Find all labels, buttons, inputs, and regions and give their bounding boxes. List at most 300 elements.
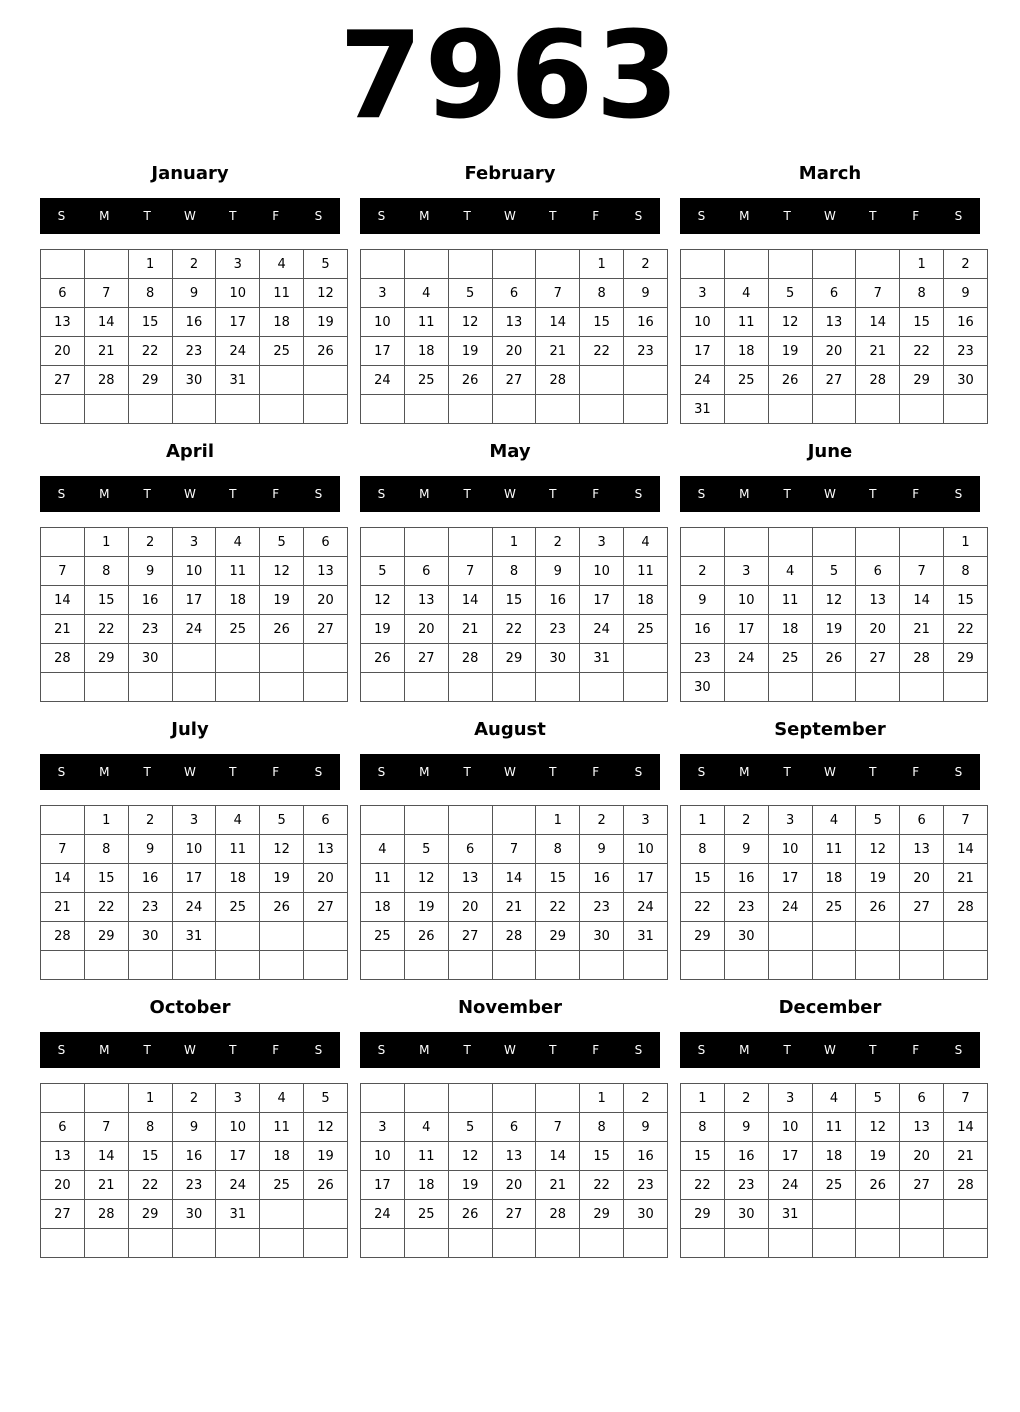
day-cell [492,1084,536,1113]
day-cell: 28 [944,893,988,922]
day-cell: 15 [580,308,624,337]
day-cell: 5 [361,557,405,586]
day-cell: 6 [900,806,944,835]
weekday-label: T [463,765,471,779]
day-cell: 14 [944,1113,988,1142]
weekday-label: F [592,209,600,223]
weekday-label: S [634,487,643,501]
day-cell: 29 [536,922,580,951]
day-cell: 15 [681,864,725,893]
weekday-label: M [739,765,750,779]
day-cell: 5 [768,279,812,308]
day-grid [360,1083,668,1258]
week-row [681,1084,988,1113]
day-cell [41,951,85,980]
day-cell: 25 [768,644,812,673]
day-cell: 6 [492,279,536,308]
day-cell [900,673,944,702]
day-cell [404,395,448,424]
day-cell: 4 [404,1113,448,1142]
weekday-label: M [739,1043,750,1057]
day-cell: 1 [580,250,624,279]
day-cell: 1 [84,806,128,835]
day-cell: 13 [856,586,900,615]
weekday-label: T [549,487,557,501]
day-cell: 26 [260,893,304,922]
day-cell: 16 [681,615,725,644]
day-cell: 9 [944,279,988,308]
day-cell [624,1229,668,1258]
weekday-label: F [272,487,280,501]
day-cell: 1 [128,250,172,279]
month-title: July [171,719,209,740]
day-cell: 19 [304,308,348,337]
day-cell: 15 [128,1142,172,1171]
day-cell [448,395,492,424]
day-cell: 30 [536,644,580,673]
day-cell [724,673,768,702]
day-cell: 12 [260,557,304,586]
day-cell: 28 [41,922,85,951]
day-cell: 27 [856,644,900,673]
week-row [41,395,348,424]
day-cell: 18 [260,1142,304,1171]
day-cell: 26 [448,366,492,395]
weekday-label: W [184,765,196,779]
day-grid [680,1083,988,1258]
weekday-label: F [272,209,280,223]
day-cell: 6 [304,806,348,835]
day-cell [448,1084,492,1113]
day-cell [304,366,348,395]
day-cell [724,951,768,980]
day-cell [128,1229,172,1258]
day-cell: 24 [624,893,668,922]
day-cell: 25 [260,337,304,366]
weekday-label: S [57,765,66,779]
day-grid [40,1083,348,1258]
day-cell: 17 [681,337,725,366]
day-cell: 16 [128,586,172,615]
day-cell: 28 [41,644,85,673]
weekday-label: T [549,765,557,779]
day-cell: 28 [944,1171,988,1200]
day-cell: 23 [681,644,725,673]
day-cell: 1 [84,528,128,557]
weekday-label: M [419,209,430,223]
weekday-label: M [419,765,430,779]
day-cell: 17 [172,864,216,893]
day-cell: 9 [624,1113,668,1142]
day-cell [216,644,260,673]
day-cell: 5 [304,1084,348,1113]
day-cell: 20 [41,1171,85,1200]
day-cell: 28 [536,1200,580,1229]
week-row [41,337,348,366]
day-cell: 6 [304,528,348,557]
weekday-label: T [463,1043,471,1057]
week-row [681,337,988,366]
day-cell [724,528,768,557]
day-cell: 31 [580,644,624,673]
week-row [681,864,988,893]
day-cell: 4 [216,806,260,835]
day-cell: 21 [856,337,900,366]
day-cell: 13 [900,835,944,864]
day-cell [812,1200,856,1229]
weekday-label: T [783,765,791,779]
day-cell: 7 [536,1113,580,1142]
day-cell: 10 [724,586,768,615]
week-row [681,1142,988,1171]
week-row [681,806,988,835]
day-cell: 8 [492,557,536,586]
day-cell: 3 [580,528,624,557]
day-cell: 28 [492,922,536,951]
day-cell: 4 [724,279,768,308]
day-cell: 21 [944,1142,988,1171]
day-cell: 30 [724,1200,768,1229]
day-cell: 3 [216,250,260,279]
day-cell: 5 [812,557,856,586]
day-cell: 10 [768,1113,812,1142]
day-cell: 29 [944,644,988,673]
day-cell [624,673,668,702]
day-cell: 13 [41,1142,85,1171]
week-row [361,893,668,922]
weekday-header-bar [40,476,340,512]
day-cell [768,951,812,980]
week-row [41,528,348,557]
day-cell: 4 [404,279,448,308]
day-cell: 20 [812,337,856,366]
day-cell: 13 [900,1113,944,1142]
day-cell [536,951,580,980]
day-cell: 1 [492,528,536,557]
week-row [361,337,668,366]
weekday-label: F [592,765,600,779]
day-cell [304,951,348,980]
day-cell: 16 [944,308,988,337]
day-cell: 18 [404,337,448,366]
day-cell [812,951,856,980]
day-cell: 4 [260,1084,304,1113]
day-cell: 8 [536,835,580,864]
day-cell [624,366,668,395]
day-cell: 3 [681,279,725,308]
day-cell: 16 [536,586,580,615]
day-cell: 4 [624,528,668,557]
week-row [681,586,988,615]
day-cell: 11 [361,864,405,893]
day-cell: 11 [260,1113,304,1142]
weekday-label: S [954,765,963,779]
day-cell: 29 [492,644,536,673]
day-cell: 26 [304,1171,348,1200]
day-cell: 8 [944,557,988,586]
day-cell: 29 [900,366,944,395]
day-cell: 22 [681,893,725,922]
day-cell [84,1229,128,1258]
weekday-label: S [697,765,706,779]
day-cell [84,250,128,279]
day-cell: 12 [768,308,812,337]
day-grid [680,805,988,980]
weekday-label: W [184,1043,196,1057]
day-cell [216,395,260,424]
day-cell: 14 [84,1142,128,1171]
week-row [361,951,668,980]
day-cell: 11 [724,308,768,337]
week-row [681,528,988,557]
day-cell [216,1229,260,1258]
day-cell [944,922,988,951]
day-cell: 15 [536,864,580,893]
day-cell: 5 [856,806,900,835]
weekday-label: W [184,487,196,501]
weekday-label: T [869,1043,877,1057]
day-cell: 25 [216,893,260,922]
day-cell: 2 [624,1084,668,1113]
day-cell [260,1229,304,1258]
weekday-label: T [229,209,237,223]
day-cell: 12 [448,308,492,337]
day-cell: 12 [856,1113,900,1142]
day-cell: 6 [812,279,856,308]
week-row [41,806,348,835]
week-row [41,893,348,922]
weekday-header-bar [680,198,980,234]
weekday-label: T [549,209,557,223]
day-cell: 7 [41,835,85,864]
day-cell: 25 [404,366,448,395]
day-cell: 15 [492,586,536,615]
weekday-label: T [143,1043,151,1057]
day-cell: 12 [404,864,448,893]
day-cell [172,395,216,424]
weekday-label: W [184,209,196,223]
weekday-label: S [634,209,643,223]
day-cell: 15 [944,586,988,615]
day-cell [41,806,85,835]
week-row [361,308,668,337]
day-cell: 19 [448,337,492,366]
week-row [41,1113,348,1142]
day-cell: 22 [128,1171,172,1200]
week-row [361,835,668,864]
weekday-label: W [824,487,836,501]
day-cell: 25 [624,615,668,644]
day-cell [304,1200,348,1229]
week-row [41,1142,348,1171]
day-cell: 23 [128,893,172,922]
month-title: June [807,441,853,462]
weekday-label: S [314,487,323,501]
year-title: 7963 [339,7,681,146]
day-cell: 3 [216,1084,260,1113]
weekday-label: W [504,1043,516,1057]
day-cell: 22 [492,615,536,644]
week-row [361,1142,668,1171]
day-cell [260,951,304,980]
day-cell [536,673,580,702]
day-cell [361,951,405,980]
day-grid [360,527,668,702]
day-cell [768,1229,812,1258]
day-grid [360,805,668,980]
day-cell: 10 [624,835,668,864]
week-row [681,308,988,337]
day-cell: 26 [304,337,348,366]
day-cell: 31 [768,1200,812,1229]
day-cell [172,1229,216,1258]
day-cell: 14 [536,308,580,337]
day-cell: 8 [900,279,944,308]
day-cell: 10 [580,557,624,586]
day-cell: 4 [260,250,304,279]
day-cell: 2 [128,806,172,835]
day-cell: 6 [41,279,85,308]
weekday-header-bar [40,754,340,790]
weekday-label: T [869,765,877,779]
day-cell [404,951,448,980]
day-cell: 29 [84,922,128,951]
day-cell: 23 [624,337,668,366]
day-cell: 3 [768,806,812,835]
day-cell [856,1200,900,1229]
day-cell: 9 [128,835,172,864]
day-cell: 27 [448,922,492,951]
day-cell: 9 [724,1113,768,1142]
day-cell: 25 [361,922,405,951]
day-cell: 19 [260,586,304,615]
day-cell: 18 [361,893,405,922]
day-cell: 21 [944,864,988,893]
day-cell: 2 [580,806,624,835]
day-cell: 19 [768,337,812,366]
weekday-label: S [697,1043,706,1057]
day-cell: 29 [681,922,725,951]
day-cell: 18 [768,615,812,644]
weekday-label: S [314,1043,323,1057]
week-row [41,922,348,951]
day-cell: 17 [624,864,668,893]
day-cell: 15 [681,1142,725,1171]
day-cell: 28 [84,366,128,395]
day-cell: 24 [361,1200,405,1229]
day-cell: 8 [681,1113,725,1142]
day-cell [260,1200,304,1229]
day-cell: 7 [448,557,492,586]
day-cell: 27 [41,1200,85,1229]
day-cell: 24 [724,644,768,673]
month-title: September [774,719,886,740]
weekday-label: M [739,487,750,501]
day-cell: 8 [84,557,128,586]
week-row [361,1113,668,1142]
day-cell: 12 [448,1142,492,1171]
day-cell [944,1200,988,1229]
day-cell: 29 [128,1200,172,1229]
day-cell [812,528,856,557]
month-title: December [778,997,882,1018]
day-cell: 1 [900,250,944,279]
day-cell [944,951,988,980]
day-cell: 13 [448,864,492,893]
week-row [41,1171,348,1200]
day-cell: 17 [361,1171,405,1200]
day-cell: 5 [448,1113,492,1142]
day-cell: 7 [84,279,128,308]
weekday-label: M [99,765,110,779]
day-cell: 17 [216,1142,260,1171]
day-cell: 14 [856,308,900,337]
day-grid [680,249,988,424]
day-cell: 19 [856,864,900,893]
day-cell [361,1084,405,1113]
day-cell: 7 [41,557,85,586]
day-cell [404,528,448,557]
day-cell: 4 [812,806,856,835]
day-cell: 7 [900,557,944,586]
month-title: March [798,163,862,184]
week-row [361,528,668,557]
day-cell: 18 [812,1142,856,1171]
week-row [681,557,988,586]
day-cell: 24 [768,893,812,922]
day-cell: 24 [172,615,216,644]
day-cell: 19 [812,615,856,644]
day-cell: 23 [944,337,988,366]
day-cell: 14 [41,864,85,893]
day-cell [492,250,536,279]
day-cell [681,1229,725,1258]
day-cell [260,673,304,702]
day-cell: 29 [128,366,172,395]
day-cell: 26 [856,893,900,922]
day-cell: 30 [128,644,172,673]
day-cell: 22 [84,893,128,922]
week-row [681,1229,988,1258]
weekday-label: M [419,487,430,501]
day-cell [41,395,85,424]
day-cell [361,250,405,279]
day-cell: 20 [492,1171,536,1200]
day-cell: 5 [260,806,304,835]
day-cell: 23 [172,337,216,366]
day-cell [361,806,405,835]
weekday-label: T [549,1043,557,1057]
day-cell [448,250,492,279]
weekday-header-bar [680,754,980,790]
weekday-label: M [99,487,110,501]
day-cell [580,951,624,980]
day-cell: 6 [856,557,900,586]
day-cell: 2 [724,1084,768,1113]
day-cell [404,250,448,279]
week-row [361,586,668,615]
weekday-label: S [314,209,323,223]
day-cell [84,951,128,980]
day-cell: 9 [624,279,668,308]
day-cell: 24 [216,337,260,366]
day-cell: 19 [304,1142,348,1171]
day-cell: 20 [448,893,492,922]
day-cell: 8 [84,835,128,864]
weekday-header-bar [360,198,660,234]
month-title: January [151,163,229,184]
day-cell [624,951,668,980]
